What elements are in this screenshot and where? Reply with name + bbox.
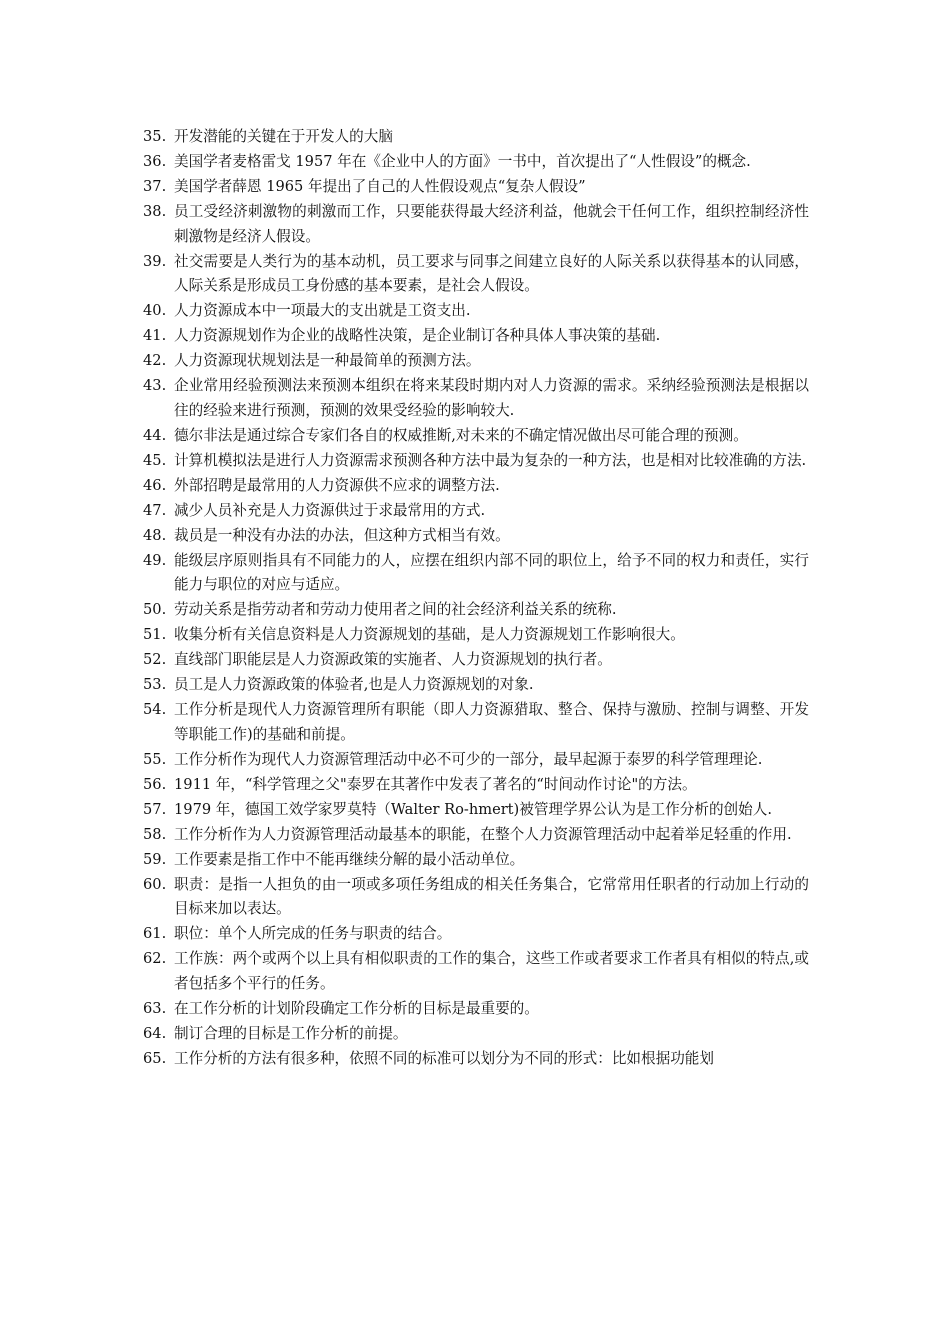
list-item <box>143 623 809 648</box>
item-number: 36. <box>143 153 167 170</box>
numbered-list <box>143 125 809 1072</box>
item-number: 61. <box>143 925 167 942</box>
item-number: 39. <box>143 252 167 270</box>
item-number: 59. <box>143 850 167 868</box>
list-item <box>143 873 809 922</box>
item-text: 劳动关系是指劳动者和劳动力使用者之间的社会经济利益关系的统称. <box>174 601 617 618</box>
item-number: 50. <box>143 601 167 618</box>
item-number: 37. <box>143 178 167 195</box>
item-number: 55. <box>143 750 167 768</box>
list-item <box>143 524 809 549</box>
list-item <box>143 474 809 499</box>
item-text: 人力资源成本中一项最大的支出就是工资支出. <box>174 302 471 319</box>
list-item <box>143 499 809 524</box>
item-number: 46. <box>143 476 167 494</box>
item-number: 38. <box>143 203 167 220</box>
item-number: 45. <box>143 451 167 469</box>
item-number: 64. <box>143 1024 167 1042</box>
item-text: 工作分析的方法有很多种，依照不同的标准可以划分为不同的形式：比如根据功能划 <box>174 1049 714 1067</box>
list-item <box>143 997 809 1022</box>
list-item <box>143 175 809 200</box>
list-item <box>143 549 809 598</box>
item-text: 开发潜能的关键在于开发人的大脑 <box>174 128 393 145</box>
item-number: 44. <box>143 426 167 444</box>
list-item <box>143 823 809 848</box>
item-text: 减少人员补充是人力资源供过于求最常用的方式. <box>174 501 486 519</box>
item-number: 49. <box>143 551 167 569</box>
list-item <box>143 947 809 996</box>
list-item <box>143 922 809 947</box>
item-number: 35. <box>143 128 167 145</box>
list-item <box>143 374 809 423</box>
item-text: 社交需要是人类行为的基本动机，员工要求与同事之间建立良好的人际关系以获得基本的认同感，人际关系是形成员工身份感的基本要素，是社会人假设。 <box>174 252 809 294</box>
item-number: 58. <box>143 825 167 843</box>
item-text: 能级层序原则指具有不同能力的人，应摆在组织内部不同的职位上，给予不同的权力和责任，实行能力与职位的对应与适应。 <box>174 551 809 593</box>
item-number: 42. <box>143 352 167 369</box>
item-text: 工作分析作为现代人力资源管理活动中必不可少的一部分，最早起源于泰罗的科学管理理论. <box>174 750 763 768</box>
list-item <box>143 1047 809 1072</box>
list-item <box>143 798 809 823</box>
item-text: 工作要素是指工作中不能再继续分解的最小活动单位。 <box>174 850 525 868</box>
item-text: 人力资源规划作为企业的战略性决策，是企业制订各种具体人事决策的基础. <box>174 327 661 344</box>
list-item <box>143 449 809 474</box>
item-text: 工作分析是现代人力资源管理所有职能（即人力资源猎取、整合、保持与激励、控制与调整、开发等职能工作)的基础和前提。 <box>174 701 809 743</box>
list-item <box>143 748 809 773</box>
item-number: 57. <box>143 800 167 818</box>
item-text: 外部招聘是最常用的人力资源供不应求的调整方法. <box>174 476 500 494</box>
item-text: 职责：是指一人担负的由一项或多项任务组成的相关任务集合，它常常用任职者的行动加上行动的目标来加以表达。 <box>174 875 809 917</box>
list-item <box>143 673 809 698</box>
item-number: 51. <box>143 626 167 643</box>
list-item <box>143 324 809 349</box>
item-text: 制订合理的目标是工作分析的前提。 <box>174 1024 408 1042</box>
item-text: 工作族：两个或两个以上具有相似职责的工作的集合，这些工作或者要求工作者具有相似的特点,或者包括多个平行的任务。 <box>174 950 809 992</box>
list-item <box>143 648 809 673</box>
item-text: 人力资源现状规划法是一种最简单的预测方法。 <box>174 352 481 369</box>
item-number: 53. <box>143 676 167 693</box>
item-number: 65. <box>143 1049 167 1067</box>
item-text: 1911 年，“科学管理之父"泰罗在其著作中发表了著名的“时间动作讨论"的方法。 <box>174 775 697 793</box>
item-text: 员工受经济刺激物的刺激而工作，只要能获得最大经济利益，他就会干任何工作，组织控制经济性刺激物是经济人假设。 <box>174 203 809 245</box>
list-item <box>143 848 809 873</box>
item-number: 41. <box>143 327 167 344</box>
item-text: 在工作分析的计划阶段确定工作分析的目标是最重要的。 <box>174 999 539 1017</box>
list-item <box>143 1022 809 1047</box>
item-text: 收集分析有关信息资料是人力资源规划的基础，是人力资源规划工作影响很大。 <box>174 626 685 643</box>
item-text: 员工是人力资源政策的体验者,也是人力资源规划的对象. <box>174 676 534 693</box>
item-text: 美国学者麦格雷戈 1957 年在《企业中人的方面》一书中，首次提出了“人性假设”的概念. <box>174 153 751 170</box>
list-item <box>143 150 809 175</box>
item-text: 计算机模拟法是进行人力资源需求预测各种方法中最为复杂的一种方法，也是相对比较准确的方法. <box>174 451 807 469</box>
list-item <box>143 698 809 747</box>
item-text: 裁员是一种没有办法的办法，但这种方式相当有效。 <box>174 526 510 544</box>
list-item <box>143 200 809 249</box>
item-number: 63. <box>143 999 167 1017</box>
list-item <box>143 125 809 150</box>
item-text: 德尔非法是通过综合专家们各自的权威推断,对未来的不确定情况做出尽可能合理的预测。 <box>174 426 748 444</box>
list-item <box>143 598 809 623</box>
item-text: 美国学者薛恩 1965 年提出了自己的人性假设观点“复杂人假设” <box>174 178 586 195</box>
item-text: 直线部门职能层是人力资源政策的实施者、人力资源规划的执行者。 <box>174 651 612 668</box>
list-item <box>143 424 809 449</box>
item-text: 企业常用经验预测法来预测本组织在将来某段时期内对人力资源的需求。采纳经验预测法是根据以往的经验来进行预测，预测的效果受经验的影响较大. <box>174 377 809 419</box>
item-number: 56. <box>143 775 167 793</box>
item-number: 48. <box>143 526 167 544</box>
item-text: 职位：单个人所完成的任务与职责的结合。 <box>174 925 452 942</box>
item-text: 1979 年，德国工效学家罗莫特（Walter Ro-hmert)被管理学界公认为是工作分析的创始人. <box>174 800 772 818</box>
item-number: 62. <box>143 950 167 967</box>
list-item <box>143 250 809 299</box>
list-item <box>143 299 809 324</box>
item-number: 52. <box>143 651 167 668</box>
item-number: 47. <box>143 501 167 519</box>
item-number: 43. <box>143 377 167 394</box>
item-number: 40. <box>143 302 167 319</box>
item-number: 60. <box>143 875 167 893</box>
list-item <box>143 349 809 374</box>
list-item <box>143 773 809 798</box>
item-text: 工作分析作为人力资源管理活动最基本的职能，在整个人力资源管理活动中起着举足轻重的作用. <box>174 825 792 843</box>
item-number: 54. <box>143 701 167 718</box>
